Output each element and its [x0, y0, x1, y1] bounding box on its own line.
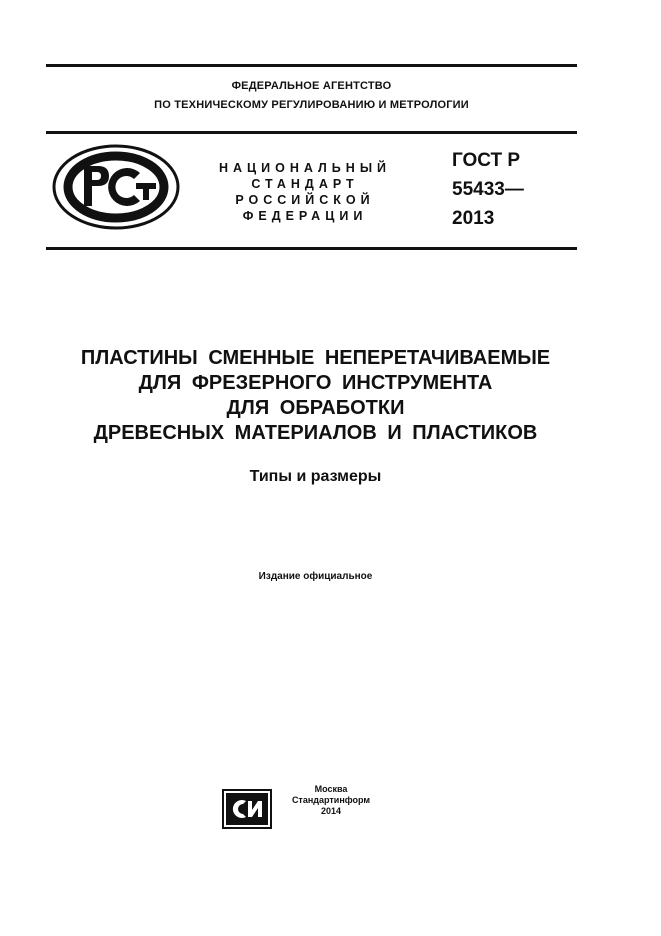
document-subtitle: Типы и размеры — [249, 468, 382, 485]
agency-line-1: ФЕДЕРАЛЬНОЕ АГЕНТСТВО — [231, 80, 392, 92]
rst-certification-mark-icon — [52, 144, 180, 230]
title-line-3: ДЛЯ ОБРАБОТКИ — [226, 397, 405, 419]
national-line-4: ФЕДЕРАЦИИ — [242, 209, 368, 223]
gost-line-3: 2013 — [452, 208, 495, 229]
national-line-1: НАЦИОНАЛЬНЫЙ — [218, 161, 392, 175]
title-line-1: ПЛАСТИНЫ СМЕННЫЕ НЕПЕРЕТАЧИВАЕМЫЕ — [80, 347, 551, 369]
publisher-city: Москва — [314, 784, 348, 794]
national-standard-label — [200, 160, 410, 224]
publisher-year: 2014 — [320, 806, 342, 816]
lower-rule — [46, 247, 577, 250]
middle-rule — [46, 131, 577, 134]
document-title — [30, 346, 601, 446]
gost-line-2: 55433— — [452, 179, 524, 200]
title-line-2: ДЛЯ ФРЕЗЕРНОГО ИНСТРУМЕНТА — [138, 372, 493, 394]
national-line-3: РОССИЙСКОЙ — [235, 193, 375, 207]
standartinform-logo-icon — [222, 789, 272, 829]
publisher-name: Стандартинформ — [291, 795, 371, 805]
title-line-4: ДРЕВЕСНЫХ МАТЕРИАЛОВ И ПЛАСТИКОВ — [93, 422, 538, 444]
agency-line-2: ПО ТЕХНИЧЕСКОМУ РЕГУЛИРОВАНИЮ И МЕТРОЛОГИИ — [154, 99, 469, 111]
gost-line-1: ГОСТ Р — [452, 150, 521, 171]
gost-number — [452, 146, 524, 233]
edition-note: Издание официальное — [258, 571, 373, 582]
national-line-2: СТАНДАРТ — [251, 177, 359, 191]
top-rule — [46, 64, 577, 67]
publisher-info — [286, 784, 376, 817]
